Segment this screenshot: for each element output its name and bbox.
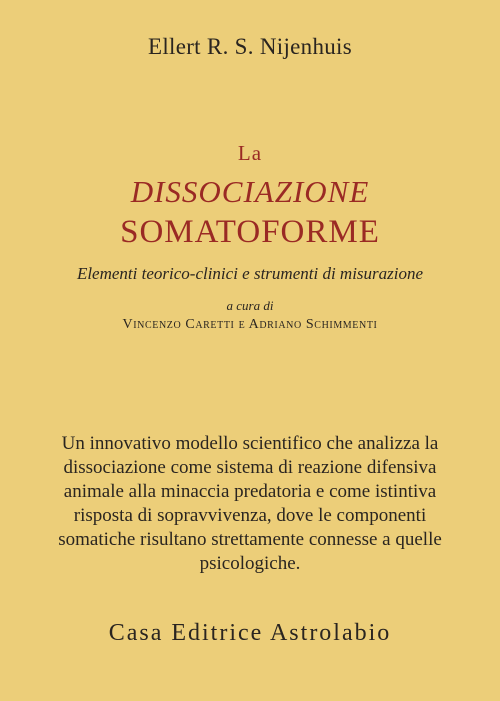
- title-line-2: SOMATOFORME: [120, 214, 380, 250]
- title-article: La: [237, 141, 263, 165]
- editors: Vincenzo Caretti e Adriano Schimmenti: [122, 317, 378, 332]
- book-title: [0, 140, 500, 252]
- author-name: Ellert R. S. Nijenhuis: [147, 34, 352, 59]
- title-line-1: DISSOCIAZIONE: [130, 174, 370, 209]
- publisher-name: Casa Editrice Astrolabio: [108, 620, 392, 646]
- subtitle: Elementi teorico-clinici e strumenti di misurazione: [76, 264, 424, 283]
- curator-label: a cura di: [226, 298, 274, 313]
- blurb-text: Un innovativo modello scientifico che analizza la dissociazione come sistema di reazione difensiva animale alla minaccia predatoria e come istintiva risposta di sopravvivenza, dove le componenti somatiche risultano strettamente connesse a quelle psicologiche.: [58, 433, 442, 574]
